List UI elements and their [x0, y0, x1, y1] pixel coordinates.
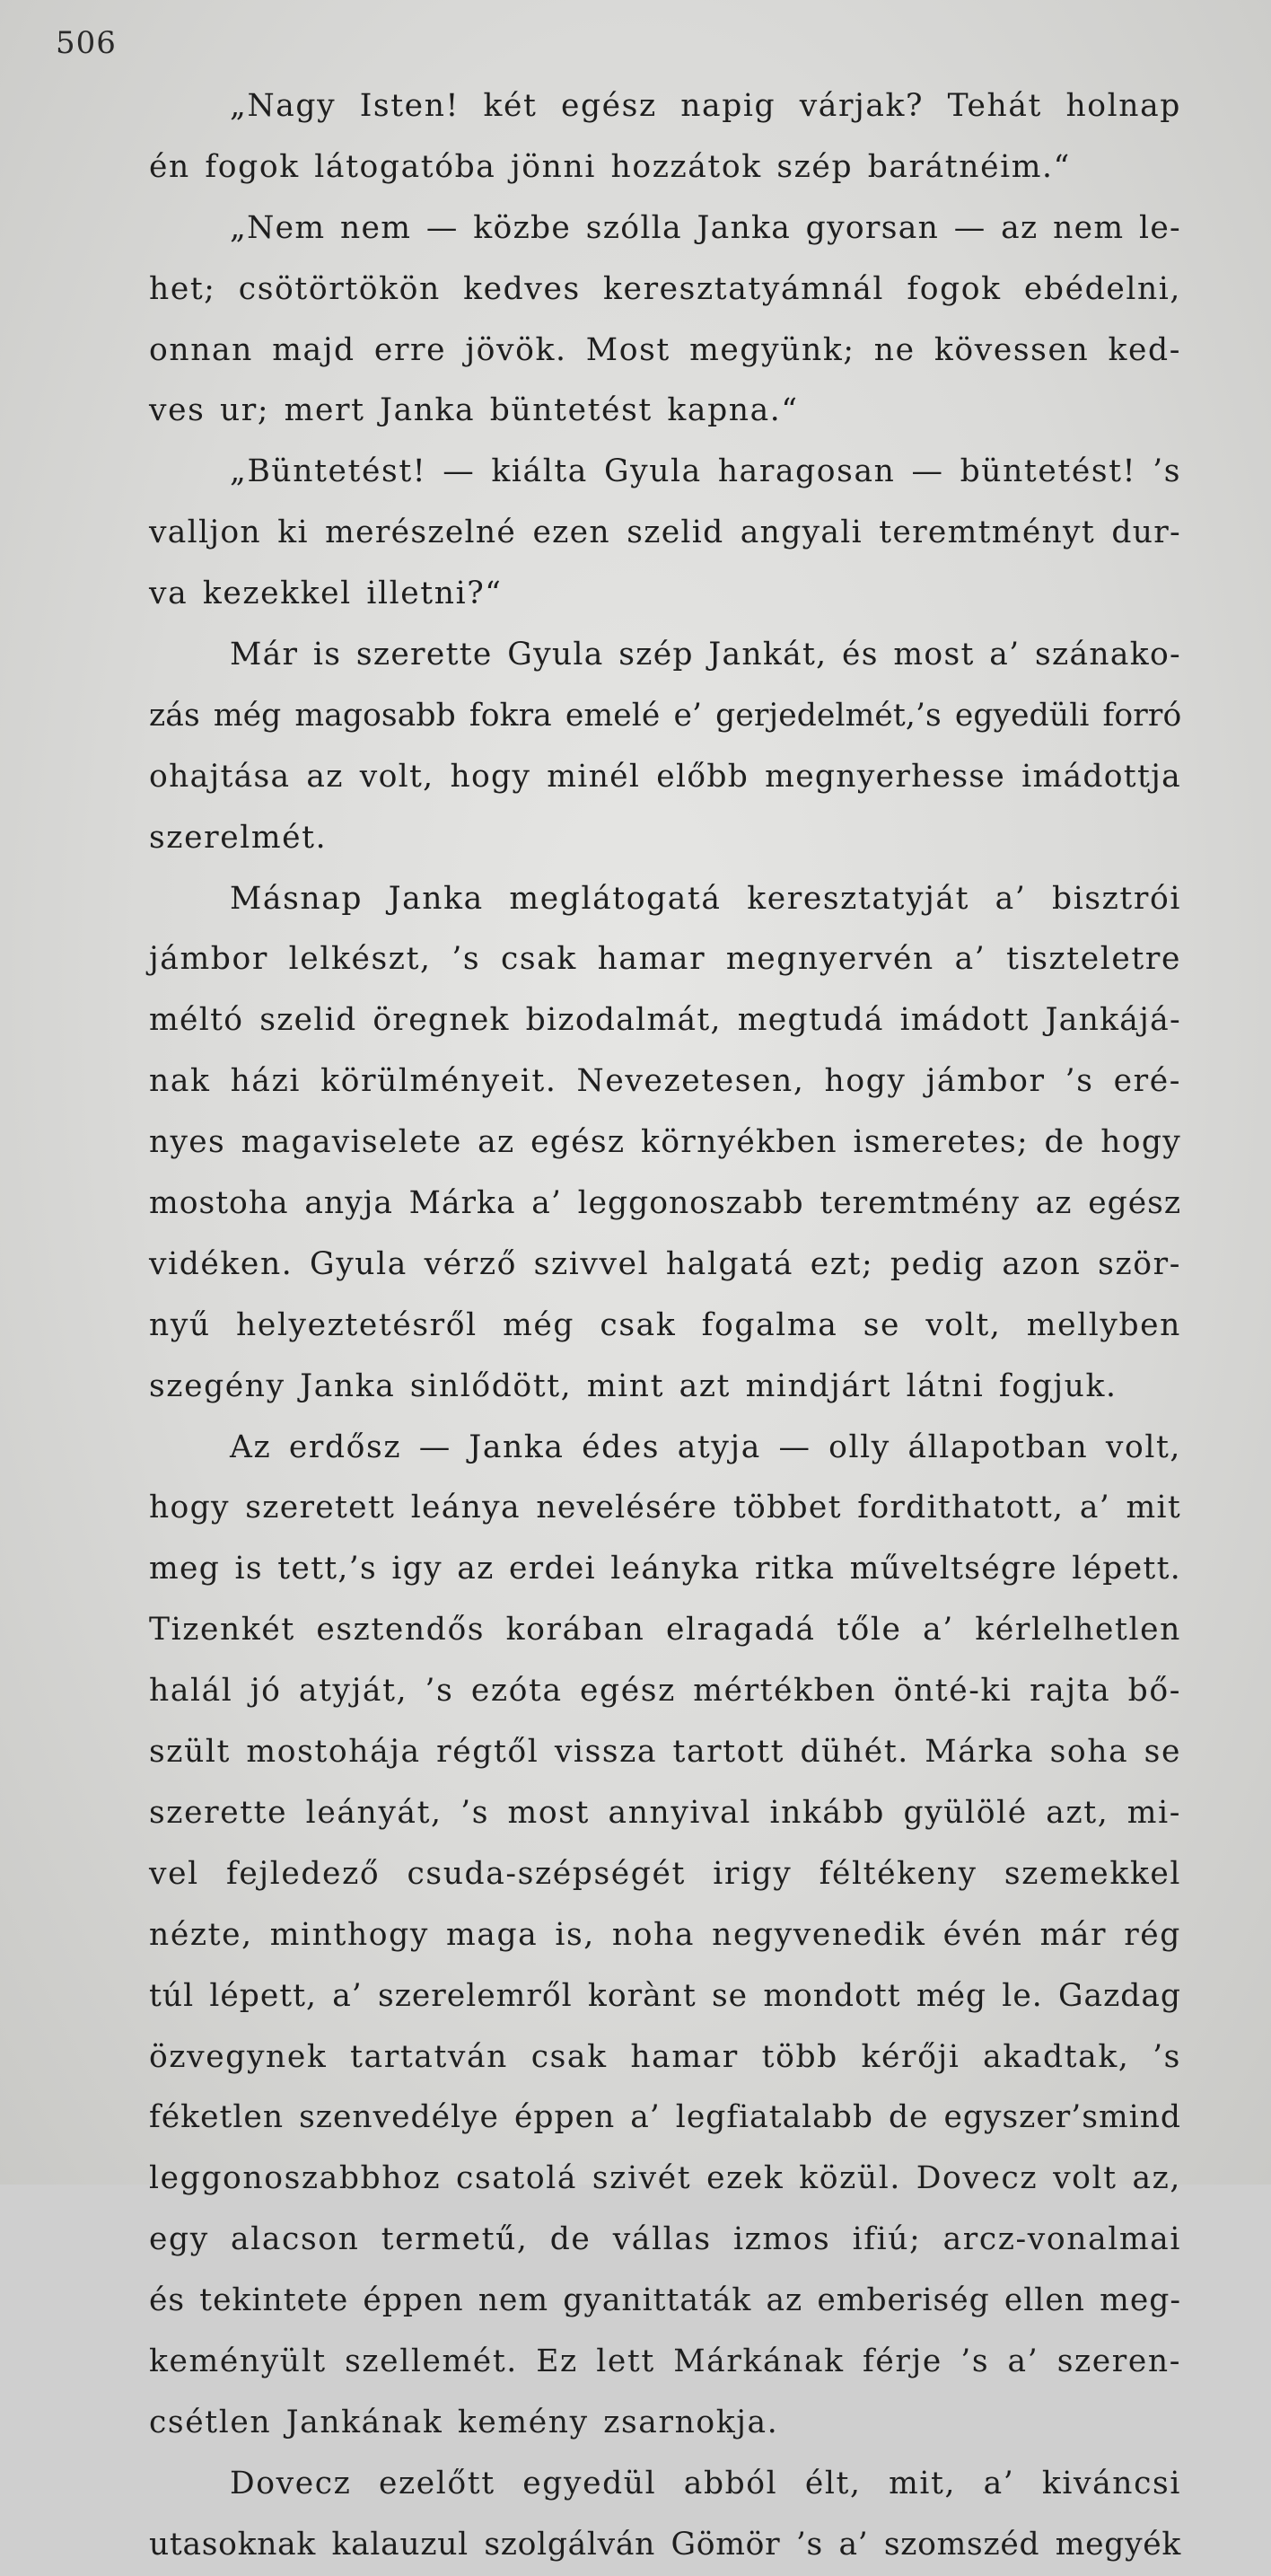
text-line: jámbor lelkészt, ’s csak hamar megnyervén a’ tiszteletre [149, 941, 1181, 978]
text-line: én fogok látogatóba jönni hozzátok szép barátnéim.“ [149, 148, 1071, 185]
text-line: méltó szelid öregnek bizodalmát, megtudá imádott Jankájá- [149, 1002, 1181, 1039]
text-line: Az erdősz — Janka édes atyja — olly állapotban volt, [230, 1429, 1181, 1465]
text-line: és tekintete éppen nem gyanittaták az emberiség ellen meg- [149, 2282, 1181, 2319]
text-line: keményült szellemét. Ez lett Márkának férje ’s a’ szeren- [149, 2343, 1181, 2379]
text-line: nyű helyeztetésről még csak fogalma se volt, mellyben [149, 1306, 1181, 1343]
text-line: egy alacson termetű, de vállas izmos ifiú; arcz-vonalmai [149, 2221, 1181, 2258]
text-line: onnan majd erre jövök. Most megyünk; ne kövessen ked- [149, 331, 1181, 368]
text-line: Dovecz ezelőtt egyedül abból élt, mit, a’ kiváncsi [230, 2465, 1181, 2501]
text-line: szegény Janka sinlődött, mint azt mindjárt látni fogjuk. [149, 1367, 1118, 1404]
text-line: meg is tett,’s igy az erdei leányka ritka műveltségre lépett. [149, 1551, 1181, 1587]
text-line: „Büntetést! — kiálta Gyula haragosan — büntetést! ’s [230, 453, 1181, 490]
text-line: Már is szerette Gyula szép Jankát, és most a’ szánako- [230, 637, 1181, 673]
text-line: leggonoszabbhoz csatolá szivét ezek közül. Dovecz volt az, [149, 2160, 1181, 2197]
text-line: féketlen szenvedélye éppen a’ legfiatalabb de egyszer’smind [149, 2099, 1181, 2136]
text-line: túl lépett, a’ szerelemről korànt se mondott még le. Gazdag [149, 1977, 1181, 2014]
text-line: Másnap Janka meglátogatá keresztatyját a’ bisztrói [230, 880, 1181, 917]
text-line: het; csötörtökön kedves keresztatyámnál fogok ebédelni, [149, 270, 1181, 307]
text-line: „Nagy Isten! két egész napig várjak? Tehát holnap [230, 88, 1181, 124]
text-line: halál jó atyját, ’s ezóta egész mértékben önté-ki rajta bő- [149, 1673, 1181, 1710]
page-number: 506 [56, 25, 117, 61]
text-line: csétlen Jankának kemény zsarnokja. [149, 2404, 779, 2440]
text-line: nak házi körülményeit. Nevezetesen, hogy jámbor ’s eré- [149, 1063, 1181, 1100]
text-line: nézte, minthogy maga is, noha negyvenedik évén már rég [149, 1916, 1181, 1953]
text-line: va kezekkel illetni?“ [149, 576, 503, 612]
text-line: ves ur; mert Janka büntetést kapna.“ [149, 392, 799, 429]
text-line: vel fejledező csuda-szépségét irigy féltékeny szemekkel [149, 1855, 1181, 1892]
text-line: mostoha anyja Márka a’ leggonoszabb teremtmény az egész [149, 1185, 1181, 1222]
text-line: utasoknak kalauzul szolgálván Gömör ’s a’ szomszéd megyék [149, 2526, 1181, 2563]
text-line: szerette leányát, ’s most annyival inkább gyülölé azt, mi- [149, 1794, 1181, 1831]
text-line: valljon ki merészelné ezen szelid angyali teremtményt dur- [149, 514, 1181, 551]
text-line: ohajtása az volt, hogy minél előbb megnyerhesse imádottja [149, 758, 1181, 795]
body-text [149, 76, 1181, 2576]
text-line: „Nem nem — közbe szólla Janka gyorsan — az nem le- [230, 209, 1181, 246]
text-line: szült mostohája régtől vissza tartott dühét. Márka soha se [149, 1734, 1181, 1771]
text-line: özvegynek tartatván csak hamar több kérőji akadtak, ’s [149, 2038, 1181, 2075]
text-line: szerelmét. [149, 819, 328, 856]
text-line: Tizenkét esztendős korában elragadá tőle a’ kérlelhetlen [149, 1612, 1181, 1648]
text-line: vidéken. Gyula vérző szivvel halgatá ezt; pedig azon ször- [149, 1245, 1181, 1282]
text-line: nyes magaviselete az egész környékben ismeretes; de hogy [149, 1124, 1181, 1161]
text-line: hogy szeretett leánya nevelésére többet fordithatott, a’ mit [149, 1490, 1181, 1526]
text-line: zás még magosabb fokra emelé e’ gerjedelmét,’s egyedüli forró [149, 697, 1182, 734]
